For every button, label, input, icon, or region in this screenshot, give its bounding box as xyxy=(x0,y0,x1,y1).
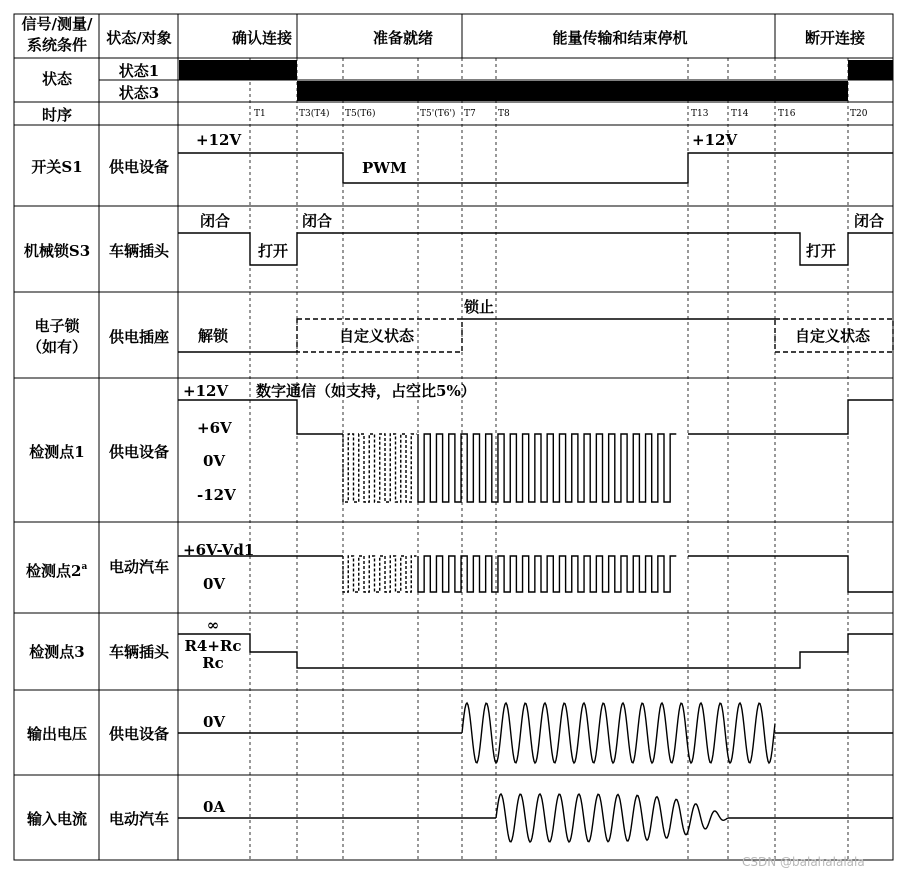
watermark: CSDN @balahalalala xyxy=(742,855,865,869)
cp1-level-12v: +12V xyxy=(183,382,229,400)
cp1-signal: 检测点1 xyxy=(29,443,85,461)
elock-signal-1: 电子锁 xyxy=(34,317,80,335)
state1-bar-b xyxy=(848,60,893,80)
cp3-level-r4rc: R4+Rc xyxy=(184,637,242,655)
time-markers xyxy=(250,58,848,860)
phase-disconnect: 断开连接 xyxy=(804,29,866,47)
tick-t8: T8 xyxy=(498,109,510,119)
s3-signal: 机械锁S3 xyxy=(23,242,91,260)
s1-level-12v: +12V xyxy=(196,131,242,149)
cp3-level-inf: ∞ xyxy=(206,616,220,634)
s1-pwm: PWM xyxy=(362,159,407,177)
iin-signal: 输入电流 xyxy=(26,810,88,828)
cp1-level-6v: +6V xyxy=(197,419,232,437)
iin-level-0a: 0A xyxy=(203,798,226,816)
state1-label: 状态1 xyxy=(118,62,160,80)
cp2-end xyxy=(688,556,893,592)
state1-bar-a xyxy=(179,60,297,80)
tick-t5p: T5'(T6') xyxy=(420,109,456,119)
cp2-level-0v: 0V xyxy=(203,575,226,593)
cp3-level-rc: Rc xyxy=(202,654,224,672)
s1-level-12v-b: +12V xyxy=(692,131,738,149)
elock-unlock: 解锁 xyxy=(198,327,229,345)
cp2-level-6vvd1: +6V-Vd1 xyxy=(183,541,255,559)
cp1-level-0v: 0V xyxy=(203,452,226,470)
vout-object: 供电设备 xyxy=(108,725,170,743)
cp1-end xyxy=(688,400,893,434)
vout-level-0v: 0V xyxy=(203,713,226,731)
header-col1-line2: 系统条件 xyxy=(26,36,88,54)
s3-open-b: 打开 xyxy=(806,242,837,260)
s1-signal: 开关S1 xyxy=(31,158,83,176)
state3-bar xyxy=(297,81,848,101)
s3-open-a: 打开 xyxy=(258,242,289,260)
cp1-square-dashed xyxy=(343,434,417,502)
header-col1-line1: 信号/测量/ xyxy=(21,15,93,33)
s1-object: 供电设备 xyxy=(108,158,170,176)
cp1-square xyxy=(418,434,676,502)
header-col2: 状态/对象 xyxy=(106,29,172,47)
cp2-square-dashed xyxy=(343,556,417,592)
s1-waveform xyxy=(178,153,893,183)
phase-transfer: 能量传输和结束停机 xyxy=(552,29,688,47)
cp1-object: 供电设备 xyxy=(108,443,170,461)
phase-confirm: 确认连接 xyxy=(231,29,293,47)
tick-t16: T16 xyxy=(778,109,796,119)
tick-t14: T14 xyxy=(731,109,749,119)
elock-custom-a: 自定义状态 xyxy=(339,327,415,345)
iin-sine xyxy=(496,794,728,842)
tick-t7: T7 xyxy=(464,109,476,119)
tick-t20: T20 xyxy=(850,109,868,119)
s3-closed-c: 闭合 xyxy=(854,212,885,230)
tick-t1: T1 xyxy=(254,109,266,119)
elock-locked: 锁止 xyxy=(464,298,495,316)
iin-object: 电动汽车 xyxy=(108,810,170,828)
cp3-signal: 检测点3 xyxy=(29,643,85,661)
phase-ready: 准备就绪 xyxy=(372,29,434,47)
s3-closed-a: 闭合 xyxy=(200,212,231,230)
timing-label: 时序 xyxy=(41,106,73,124)
tick-t5: T5(T6) xyxy=(345,109,376,119)
cp2-object: 电动汽车 xyxy=(108,558,170,576)
s3-object: 车辆插头 xyxy=(108,242,170,260)
s3-closed-b: 闭合 xyxy=(302,212,333,230)
cp3-waveform xyxy=(178,634,893,668)
cp1-level-neg12v: -12V xyxy=(197,486,236,504)
cp2-square xyxy=(418,556,676,592)
elock-signal-2: （如有） xyxy=(26,338,88,356)
state-label: 状态 xyxy=(41,70,73,88)
cp2-signal: 检测点2$^a$ xyxy=(26,562,88,580)
tick-t3: T3(T4) xyxy=(299,109,330,119)
vout-signal: 输出电压 xyxy=(26,725,88,743)
elock-object: 供电插座 xyxy=(108,328,170,346)
tick-t13: T13 xyxy=(691,109,709,119)
state3-label: 状态3 xyxy=(118,84,160,102)
cp1-note: 数字通信（如支持，占空比5%） xyxy=(256,382,476,400)
elock-custom-b: 自定义状态 xyxy=(795,327,871,345)
cp3-object: 车辆插头 xyxy=(108,643,170,661)
